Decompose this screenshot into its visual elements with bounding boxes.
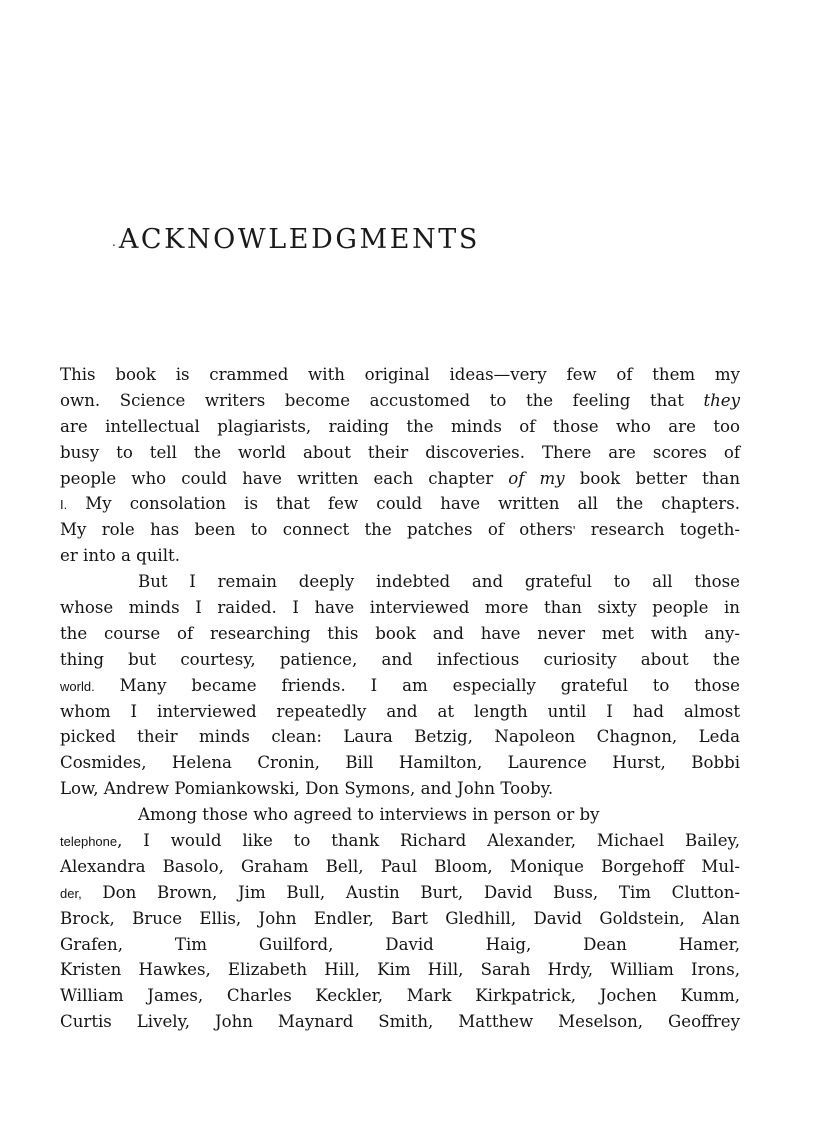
page-title	[112, 224, 712, 255]
text-segment: , I would like to thank Richard Alexander, Michael Bailey,	[117, 831, 740, 851]
text-line	[60, 957, 740, 983]
text-line	[60, 673, 740, 699]
text-line	[60, 880, 740, 906]
text-line	[60, 543, 740, 569]
text-line	[60, 440, 740, 466]
paragraph	[60, 362, 740, 569]
text-segment: Low, Andrew Pomiankowski, Don Symons, and John Tooby.	[60, 779, 554, 799]
text-line	[60, 595, 740, 621]
text-segment: Cosmides, Helena Cronin, Bill Hamilton, Laurence Hurst, Bobbi	[60, 753, 740, 773]
text-segment: er into a quilt.	[60, 546, 180, 566]
text-segment: My consolation is that few could have written all the chapters.	[67, 494, 740, 514]
text-segment: picked their minds clean: Laura Betzig, Napoleon Chagnon, Leda	[60, 727, 740, 747]
text-segment: Alexandra Basolo, Graham Bell, Paul Bloom, Monique Borgehoff Mul-	[60, 856, 740, 876]
text-segment: '	[572, 523, 576, 539]
text-segment: Don Brown, Jim Bull, Austin Burt, David Buss, Tim Clutton-	[81, 882, 740, 902]
text-segment: I.	[60, 497, 68, 513]
text-segment: they	[703, 390, 740, 410]
text-line	[60, 802, 740, 828]
text-segment: Curtis Lively, John Maynard Smith, Matthew Meselson, Geoffrey	[60, 1012, 740, 1032]
text-segment: This book is crammed with original ideas—very few of them my	[60, 365, 740, 384]
text-segment: research togeth-	[575, 520, 740, 540]
text-segment: people who could have written each chapter	[60, 468, 509, 488]
text-segment: are intellectual plagiarists, raiding the minds of those who are too	[60, 416, 740, 436]
text-line	[60, 466, 740, 492]
text-line	[60, 647, 740, 673]
text-line	[60, 414, 740, 440]
text-segment: own. Science writers become accustomed to the feeling that	[60, 390, 704, 410]
text-segment: book better than	[564, 468, 740, 488]
text-segment: telephone	[60, 834, 118, 850]
text-line	[60, 517, 740, 543]
text-segment: whose minds I raided. I have interviewed more than sixty people in	[60, 598, 740, 618]
text-segment: whom I interviewed repeatedly and at length until I had almost	[60, 701, 740, 721]
text-line	[60, 491, 740, 517]
text-segment: My role has been to connect the patches of others	[60, 520, 573, 540]
text-segment: of my	[508, 468, 565, 488]
title-text: ACKNOWLEDGMENTS	[118, 224, 481, 255]
text-line	[60, 932, 740, 958]
paragraph	[60, 569, 740, 802]
text-segment: der,	[60, 885, 82, 901]
text-line	[60, 569, 740, 595]
text-line	[60, 776, 740, 802]
text-segment: busy to tell the world about their discoveries. There are scores of	[60, 442, 740, 462]
text-segment: But I remain deeply indebted and grateful to all those	[138, 572, 740, 592]
text-line	[60, 621, 740, 647]
text-line	[60, 362, 740, 388]
acknowledgments-body	[60, 362, 740, 1035]
text-line	[60, 828, 740, 854]
title-dot: .	[112, 235, 116, 249]
text-line	[60, 983, 740, 1009]
text-line	[60, 854, 740, 880]
text-segment: world.	[60, 678, 95, 694]
text-segment: William James, Charles Keckler, Mark Kirkpatrick, Jochen Kumm,	[60, 986, 740, 1006]
text-line	[60, 699, 740, 725]
text-segment: Grafen, Tim Guilford, David Haig, Dean Hamer,	[60, 934, 740, 954]
text-line	[60, 724, 740, 750]
text-segment: Among those who agreed to interviews in person or by	[138, 805, 600, 825]
text-line	[60, 388, 740, 414]
text-segment: Brock, Bruce Ellis, John Endler, Bart Gledhill, David Goldstein, Alan	[60, 908, 740, 928]
text-segment: Many became friends. I am especially grateful to those	[94, 675, 740, 695]
text-line	[60, 750, 740, 776]
text-line	[60, 1009, 740, 1035]
paragraph	[60, 802, 740, 1035]
text-line	[60, 906, 740, 932]
text-segment: the course of researching this book and have never met with any-	[60, 623, 740, 643]
text-segment: Kristen Hawkes, Elizabeth Hill, Kim Hill, Sarah Hrdy, William Irons,	[60, 960, 740, 980]
text-segment: thing but courtesy, patience, and infectious curiosity about the	[60, 649, 740, 669]
